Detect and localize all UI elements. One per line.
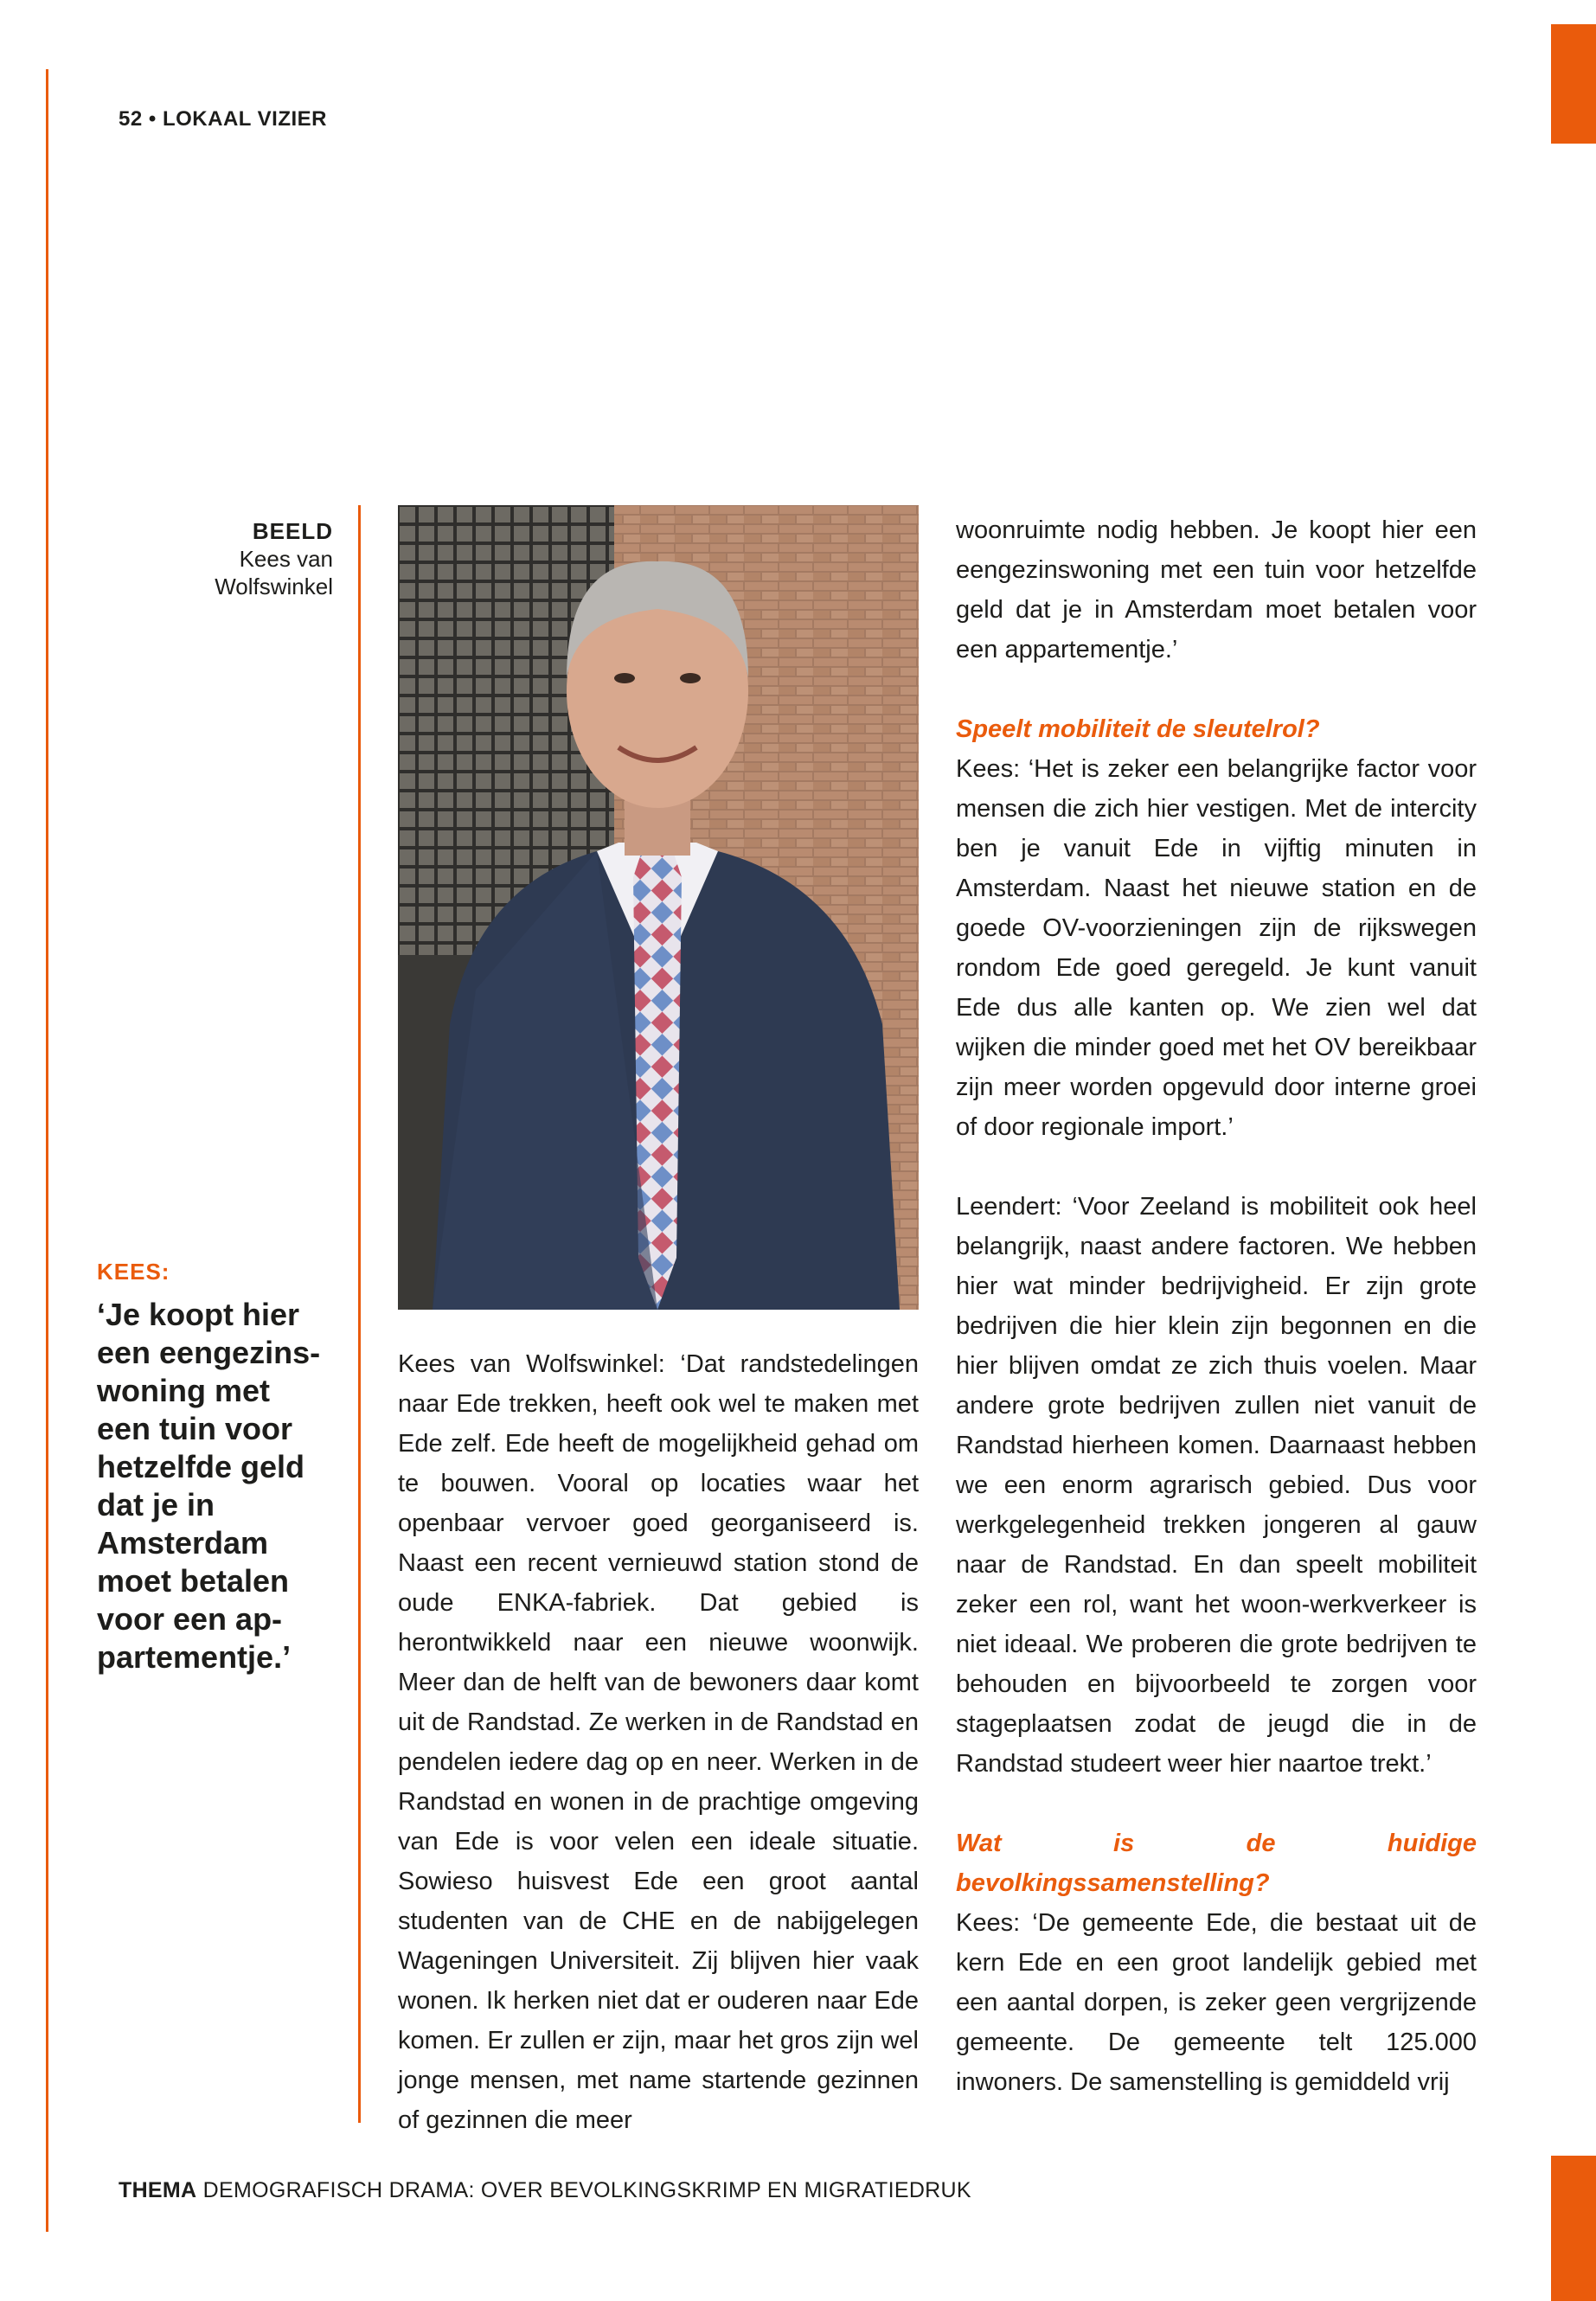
article-paragraph bbox=[956, 749, 1477, 1147]
article-paragraph bbox=[956, 1903, 1477, 2102]
credit-name-line2: Wolfswinkel bbox=[215, 574, 333, 599]
pull-quote-line: Amsterdam bbox=[97, 1525, 269, 1561]
footer-theme-title: DEMOGRAFISCH DRAMA: OVER BEVOLKINGSKRIMP EN MIGRATIEDRUK bbox=[202, 2178, 971, 2202]
pull-quote-line: dat je in bbox=[97, 1487, 215, 1522]
speaker-name: Kees: bbox=[956, 1909, 1021, 1937]
speaker-name: Leendert: bbox=[956, 1193, 1062, 1221]
photo-credit bbox=[108, 517, 333, 600]
pull-quote-line: woning met bbox=[97, 1373, 270, 1408]
orange-page-tab-top bbox=[1551, 24, 1596, 144]
running-header bbox=[119, 107, 327, 131]
credit-label: BEELD bbox=[252, 518, 333, 544]
article-paragraph: woonruimte nodig hebben. Je koopt hier een eengezinswoning met een tuin voor hetzelfde geld dat je in Amsterdam moet betalen voor een appartementje.’ bbox=[956, 516, 1477, 663]
article-column-right bbox=[956, 510, 1477, 2102]
column-rule bbox=[358, 505, 361, 2123]
paragraph-text: ‘Het is zeker een belangrijke factor voor mensen die zich hier vestigen. Met de intercity ben je vanuit Ede in vijftig minuten in Amsterdam. Naast het nieuwe station en de goede OV-voorzieningen zijn de rijkswegen rondom Ede goed geregeld. Je kunt vanuit Ede dus alle kanten op. We zien wel dat wijken die minder goed met het OV bereikbaar zijn meer worden opgevuld door interne groei of door regionale import.’ bbox=[956, 755, 1477, 1141]
paragraph-text: ‘Dat randstedelingen naar Ede trekken, heeft ook wel te maken met Ede zelf. Ede heeft de mogelijkheid gehad om te bouwen. Vooral op locaties waar het openbaar vervoer goed georganiseerd is. Naast een recent vernieuwd station stond de oude ENKA-fabriek. Dat gebied is herontwikkeld naar een nieuwe woonwijk. Meer dan de helft van de bewoners daar komt uit de Randstad. Ze werken in de Randstad en pendelen iedere dag op en neer. Werken in de Randstad en wonen in de prachtige omgeving van Ede is voor velen een ideale situatie. Sowieso huisvest Ede een groot aantal studenten van de CHE en de nabijgelegen Wageningen Universiteit. Zij blijven hier vaak wonen. Ik herken niet dat er ouderen naar Ede komen. Er zullen er zijn, maar het gros zijn wel jonge mensen, met name startende gezinnen of gezinnen die meer bbox=[398, 1350, 919, 2134]
pull-quote-text bbox=[97, 1296, 348, 1676]
header-separator: • bbox=[148, 107, 157, 131]
article-column-middle bbox=[398, 1344, 919, 2140]
pull-quote-line: een eengezins- bbox=[97, 1335, 321, 1370]
pull-quote-line: hetzelfde geld bbox=[97, 1449, 305, 1484]
portrait-photo bbox=[398, 505, 919, 1310]
footer-theme-label: THEMA bbox=[119, 2178, 197, 2202]
pull-quote-line: ‘Je koopt hier bbox=[97, 1297, 300, 1332]
orange-page-tab-bottom bbox=[1551, 2156, 1596, 2301]
article-paragraph bbox=[956, 1187, 1477, 1784]
paragraph-text: ‘Voor Zeeland is mobiliteit ook heel belangrijk, naast andere factoren. We hebben hier wat minder bedrijvigheid. Er zijn grote bedrijven die hier klein zijn begonnen en die hier blijven omdat ze zich thuis voelen. Maar andere grote bedrijven zullen niet vanuit de Randstad hierheen komen. Daarnaast hebben we een enorm agrarisch gebied. Dus voor werkgelegenheid trekken jongeren al gauw naar de Randstad. En dan speelt mobiliteit zeker een rol, want het woon-werkverkeer is niet ideaal. We proberen die grote bedrijven te behouden en bijvoorbeeld te zorgen voor stageplaatsen zodat de jeugd die in de Randstad studeert weer hier naartoe trekt.’ bbox=[956, 1193, 1477, 1778]
article-paragraph bbox=[398, 1344, 919, 2140]
pull-quote-line: partementje.’ bbox=[97, 1639, 292, 1675]
pull-quote-line: moet betalen bbox=[97, 1563, 290, 1599]
interview-question: Speelt mobiliteit de sleutelrol? bbox=[956, 715, 1320, 743]
speaker-name: Kees: bbox=[956, 755, 1021, 783]
running-footer bbox=[119, 2178, 971, 2203]
interview-question: Wat is de huidige bevolkingssamenstelling? bbox=[956, 1830, 1477, 1897]
magazine-name: LOKAAL VIZIER bbox=[162, 107, 328, 131]
credit-name-line1: Kees van bbox=[239, 546, 333, 572]
left-margin-rule bbox=[46, 69, 48, 2232]
pull-quote-label: KEES: bbox=[97, 1259, 170, 1285]
paragraph-text: ‘De gemeente Ede, die bestaat uit de kern Ede en een groot landelijk gebied met een aantal dorpen, is zeker geen vergrijzende gemeente. De gemeente telt 125.000 inwoners. De samenstelling is gemiddeld vrij bbox=[956, 1909, 1477, 2096]
pull-quote-line: voor een ap- bbox=[97, 1601, 283, 1637]
speaker-name: Kees van Wolfswinkel: bbox=[398, 1350, 665, 1378]
page-number: 52 bbox=[119, 107, 143, 131]
pull-quote bbox=[97, 1259, 348, 1676]
pull-quote-line: een tuin voor bbox=[97, 1411, 293, 1446]
